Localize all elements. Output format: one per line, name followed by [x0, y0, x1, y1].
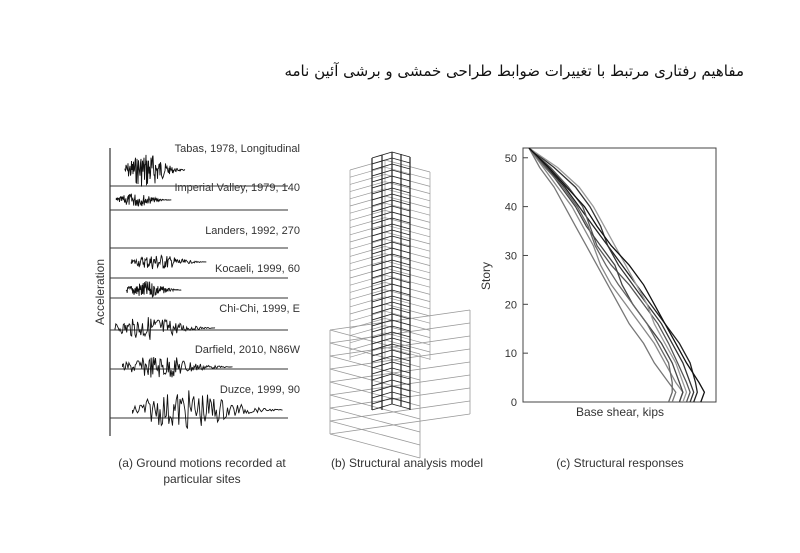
podium-line: [330, 421, 420, 445]
record-label: Darfield, 2010, N86W: [194, 344, 300, 356]
caption-a-line2: particular sites: [163, 472, 241, 486]
record-label: Chi-Chi, 1999, E: [219, 303, 300, 315]
seismogram-trace: [115, 317, 215, 340]
acceleration-label: Acceleration: [93, 258, 107, 326]
response-series-line: [529, 148, 676, 402]
structural-responses-chart: [479, 148, 716, 419]
podium-line: [330, 362, 470, 382]
podium-line: [330, 388, 470, 408]
y-tick-label: 30: [504, 250, 517, 263]
seismogram-trace: [133, 390, 283, 428]
podium-line: [330, 395, 420, 419]
seismogram-trace: [116, 194, 171, 207]
y-tick-label: 40: [504, 201, 517, 214]
record-label: Imperial Valley, 1979, 140: [174, 182, 300, 194]
response-series-line: [529, 148, 672, 402]
caption-a: [108, 455, 296, 487]
y-tick-label: 20: [504, 299, 517, 312]
structural-model-panel: [330, 152, 470, 458]
y-tick-label: 50: [504, 152, 517, 165]
caption-c: (c) Structural responses: [556, 456, 684, 470]
y-axis-label: Story: [479, 261, 493, 291]
podium-line: [330, 401, 470, 421]
ground-motions-panel: [93, 143, 301, 436]
podium-line: [330, 375, 470, 395]
x-axis-label: Base shear, kips: [575, 405, 665, 419]
podium-line: [330, 408, 420, 432]
seismogram-trace: [131, 256, 206, 270]
record-label: Kocaeli, 1999, 60: [214, 263, 300, 275]
seismogram-trace: [126, 281, 181, 297]
y-tick-label: 10: [504, 348, 517, 361]
record-label: Tabas, 1978, Longitudinal: [174, 143, 300, 155]
caption-b: (b) Structural analysis model: [330, 456, 484, 470]
slide-title: مفاهیم رفتاری مرتبط با تغییرات ضوابط طراحی خمشی و برشی آئین نامه: [284, 62, 744, 80]
y-tick-label: 0: [510, 397, 517, 409]
podium-line: [330, 369, 420, 393]
seismogram-trace: [123, 357, 233, 377]
podium-line: [330, 414, 470, 434]
record-label: Duzce, 1999, 90: [219, 384, 300, 396]
response-series-line: [529, 148, 683, 402]
record-label: Landers, 1992, 270: [205, 225, 300, 237]
caption-a-line1: (a) Ground motions recorded at: [118, 456, 286, 470]
podium-line: [330, 310, 470, 330]
